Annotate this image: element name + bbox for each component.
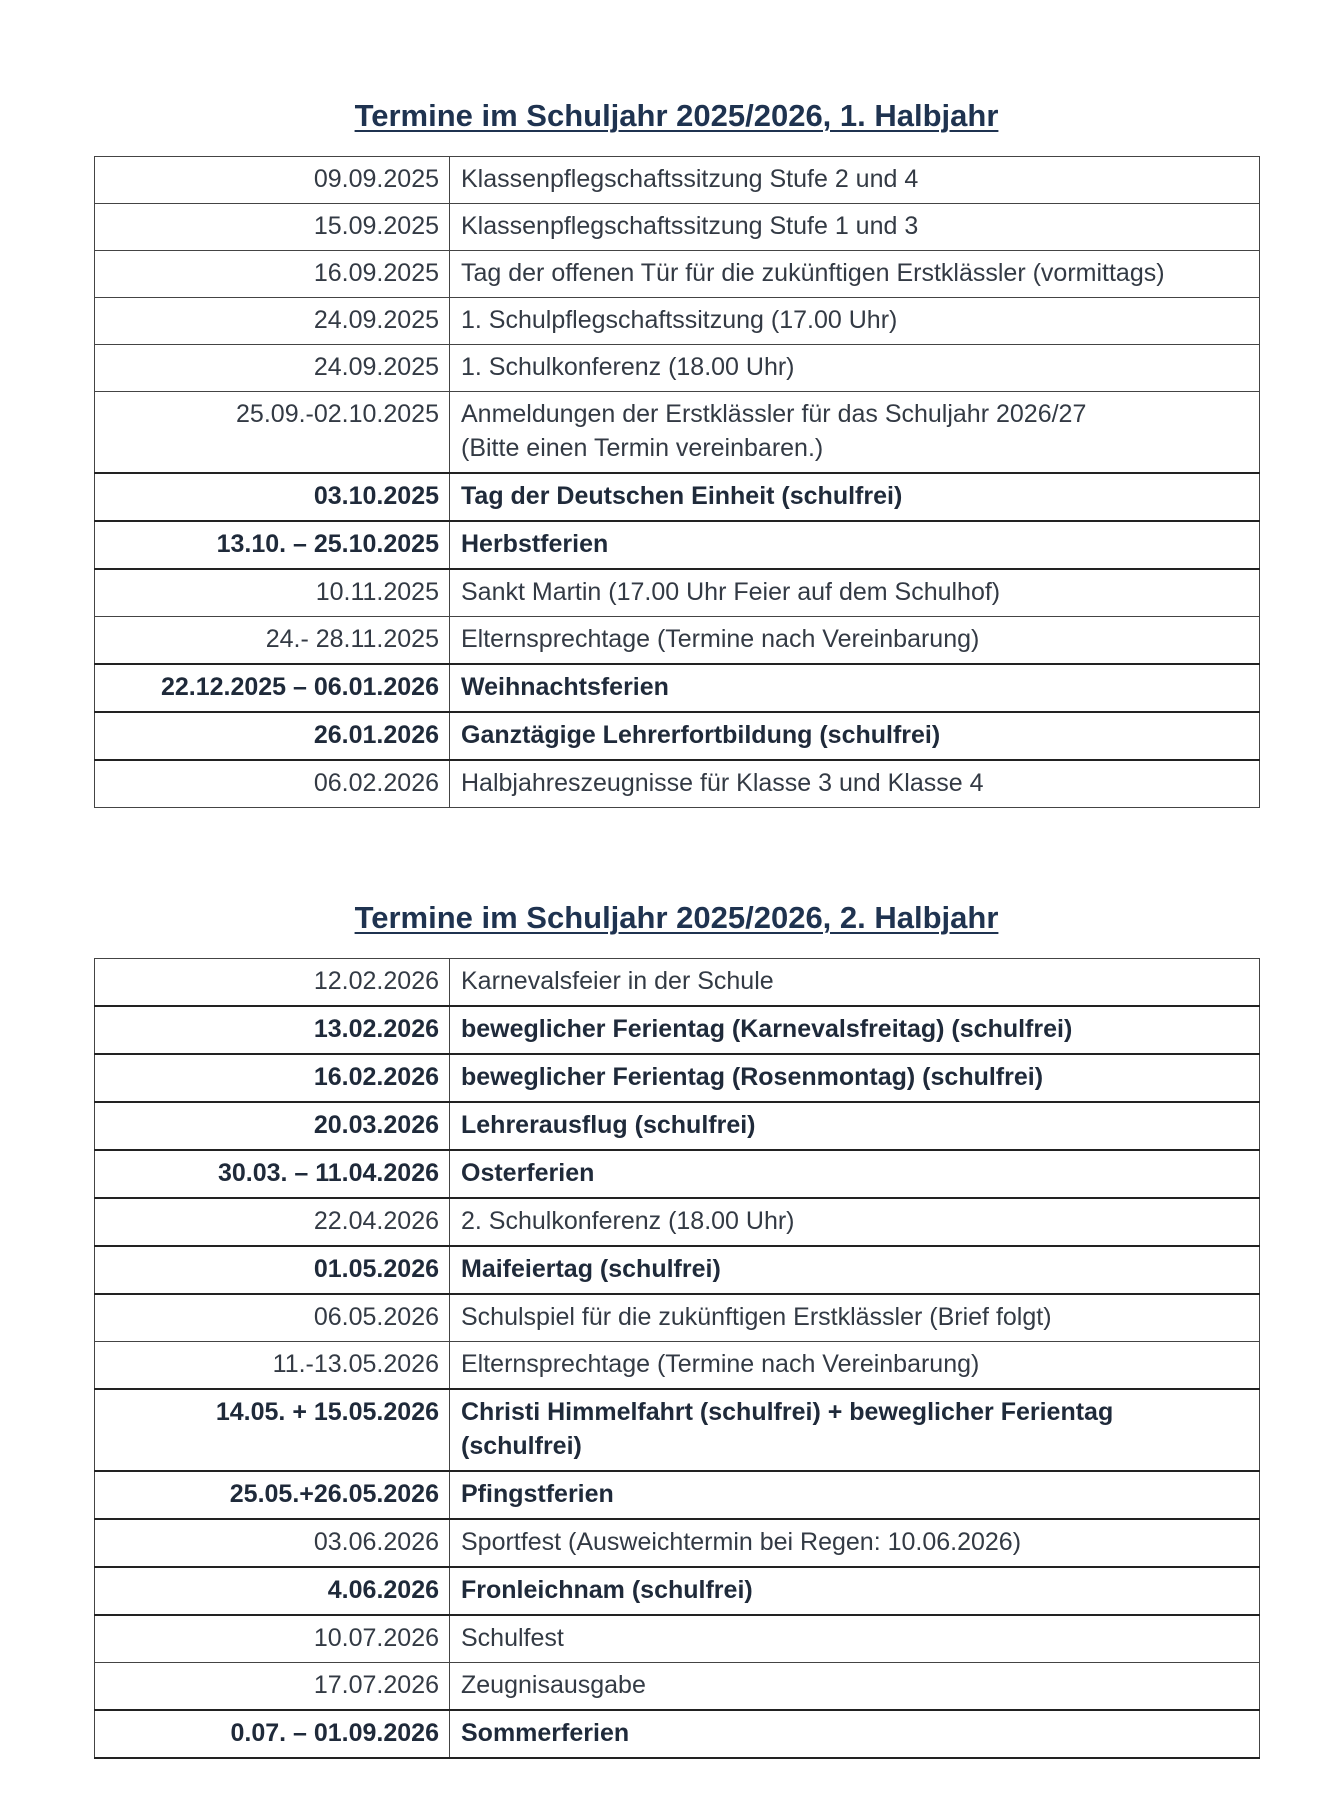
- row-event-text: Sportfest (Ausweichtermin bei Regen: 10.06.2026): [461, 1528, 1022, 1556]
- row-event-text: Klassenpflegschaftssitzung Stufe 2 und 4: [461, 165, 919, 193]
- row-event: [450, 1342, 1260, 1390]
- row-date: 12.02.2026: [95, 959, 450, 1007]
- row-event: [450, 157, 1260, 204]
- row-event: [450, 521, 1260, 569]
- row-event: [450, 1389, 1260, 1471]
- table-row: [95, 1342, 1260, 1390]
- table-row: [95, 1198, 1260, 1246]
- table-row: [95, 345, 1260, 392]
- table-row: [95, 1102, 1260, 1150]
- row-date: 13.02.2026: [95, 1006, 450, 1054]
- row-event: [450, 1198, 1260, 1246]
- table-row: [95, 1615, 1260, 1663]
- row-date: 03.10.2025: [95, 473, 450, 521]
- row-event-text: Maifeiertag (schulfrei): [461, 1255, 721, 1283]
- row-event: [450, 204, 1260, 251]
- section-title-halbjahr-2: Termine im Schuljahr 2025/2026, 2. Halbjahr: [354, 900, 999, 935]
- table-row: [95, 157, 1260, 204]
- row-event-text-line2: (schulfrei): [461, 1432, 582, 1460]
- table-row: [95, 298, 1260, 345]
- table-row: [95, 1389, 1260, 1471]
- row-date: 25.05.+26.05.2026: [95, 1471, 450, 1519]
- row-date: 10.11.2025: [95, 569, 450, 617]
- row-event: [450, 617, 1260, 665]
- row-date: 16.02.2026: [95, 1054, 450, 1102]
- row-event-text: Christi Himmelfahrt (schulfrei) + beweglicher Ferientag: [461, 1398, 1114, 1426]
- row-date: 24.09.2025: [95, 298, 450, 345]
- table-row: [95, 204, 1260, 251]
- row-date: 09.09.2025: [95, 157, 450, 204]
- row-event: [450, 298, 1260, 345]
- row-event: [450, 1246, 1260, 1294]
- table-row: [95, 712, 1260, 760]
- row-date: 25.09.-02.10.2025: [95, 392, 450, 474]
- row-event: [450, 664, 1260, 712]
- row-date: 4.06.2026: [95, 1567, 450, 1615]
- table-row: [95, 1246, 1260, 1294]
- row-date: 14.05. + 15.05.2026: [95, 1389, 450, 1471]
- table-row: [95, 251, 1260, 298]
- row-event: [450, 392, 1260, 474]
- row-event: [450, 1006, 1260, 1054]
- row-date: 20.03.2026: [95, 1102, 450, 1150]
- row-date: 15.09.2025: [95, 204, 450, 251]
- table-row: [95, 1471, 1260, 1519]
- row-date: 01.05.2026: [95, 1246, 450, 1294]
- row-event: [450, 712, 1260, 760]
- termine-table-halbjahr-2: [94, 958, 1260, 1759]
- table-row: [95, 1150, 1260, 1198]
- row-event: [450, 345, 1260, 392]
- row-event-text: Lehrerausflug (schulfrei): [461, 1111, 756, 1139]
- row-date: 11.-13.05.2026: [95, 1342, 450, 1390]
- row-event: [450, 1294, 1260, 1342]
- row-event-text: Weihnachtsferien: [461, 673, 669, 701]
- row-event: [450, 569, 1260, 617]
- row-event: [450, 760, 1260, 808]
- row-event-text: Tag der offenen Tür für die zukünftigen Erstklässler (vormittags): [461, 259, 1165, 287]
- section-halbjahr-2: [94, 898, 1259, 1759]
- table-row: [95, 760, 1260, 808]
- table-row: [95, 1519, 1260, 1567]
- table-row: [95, 1567, 1260, 1615]
- row-event: [450, 1150, 1260, 1198]
- row-date: 06.05.2026: [95, 1294, 450, 1342]
- row-event-text: Sankt Martin (17.00 Uhr Feier auf dem Schulhof): [461, 578, 1001, 606]
- row-date: 22.04.2026: [95, 1198, 450, 1246]
- row-event-text: Schulspiel für die zukünftigen Erstklässler (Brief folgt): [461, 1303, 1052, 1331]
- table-row: [95, 1006, 1260, 1054]
- row-event-text: Osterferien: [461, 1159, 595, 1187]
- table-row: [95, 392, 1260, 474]
- table-row: [95, 1294, 1260, 1342]
- table-row: [95, 473, 1260, 521]
- row-event-text: Herbstferien: [461, 530, 609, 558]
- row-event: [450, 1054, 1260, 1102]
- row-event-text: Anmeldungen der Erstklässler für das Schuljahr 2026/27: [461, 400, 1087, 428]
- row-date: 24.09.2025: [95, 345, 450, 392]
- row-event-text: Zeugnisausgabe: [461, 1671, 646, 1699]
- row-event-text: 2. Schulkonferenz (18.00 Uhr): [461, 1207, 795, 1235]
- row-event-text-line2: (Bitte einen Termin vereinbaren.): [461, 434, 824, 462]
- row-event-text: Pfingstferien: [461, 1480, 614, 1508]
- row-event-text: Sommerferien: [461, 1719, 630, 1747]
- row-event-text: Schulfest: [461, 1624, 564, 1652]
- row-event: [450, 1102, 1260, 1150]
- row-event: [450, 1710, 1260, 1758]
- row-event-text: Ganztägige Lehrerfortbildung (schulfrei): [461, 721, 941, 749]
- row-event: [450, 1615, 1260, 1663]
- table-row: [95, 569, 1260, 617]
- table-row: [95, 617, 1260, 665]
- row-event: [450, 1471, 1260, 1519]
- row-date: 17.07.2026: [95, 1663, 450, 1711]
- row-event-text: 1. Schulpflegschaftssitzung (17.00 Uhr): [461, 306, 898, 334]
- row-date: 26.01.2026: [95, 712, 450, 760]
- row-date: 10.07.2026: [95, 1615, 450, 1663]
- row-event: [450, 1663, 1260, 1711]
- row-date: 0.07. – 01.09.2026: [95, 1710, 450, 1758]
- section-title-halbjahr-1: Termine im Schuljahr 2025/2026, 1. Halbjahr: [354, 98, 999, 133]
- row-event-text: beweglicher Ferientag (Rosenmontag) (schulfrei): [461, 1063, 1044, 1091]
- row-date: 06.02.2026: [95, 760, 450, 808]
- row-event-text: beweglicher Ferientag (Karnevalsfreitag) (schulfrei): [461, 1015, 1073, 1043]
- table-row: [95, 1710, 1260, 1758]
- termine-table-halbjahr-1: [94, 156, 1260, 808]
- row-event: [450, 1567, 1260, 1615]
- row-event-text: Karnevalsfeier in der Schule: [461, 967, 774, 995]
- row-event-text: 1. Schulkonferenz (18.00 Uhr): [461, 353, 795, 381]
- table-row: [95, 1054, 1260, 1102]
- table-row: [95, 664, 1260, 712]
- row-event-text: Elternsprechtage (Termine nach Vereinbarung): [461, 625, 980, 653]
- row-event: [450, 959, 1260, 1007]
- table-row: [95, 521, 1260, 569]
- row-event-text: Klassenpflegschaftssitzung Stufe 1 und 3: [461, 212, 919, 240]
- row-event: [450, 473, 1260, 521]
- row-date: 30.03. – 11.04.2026: [95, 1150, 450, 1198]
- table-row: [95, 1663, 1260, 1711]
- row-event-text: Halbjahreszeugnisse für Klasse 3 und Klasse 4: [461, 769, 984, 797]
- table-row: [95, 959, 1260, 1007]
- row-event-text: Tag der Deutschen Einheit (schulfrei): [461, 482, 903, 510]
- row-event: [450, 251, 1260, 298]
- row-event: [450, 1519, 1260, 1567]
- section-halbjahr-1: [94, 96, 1259, 808]
- row-date: 13.10. – 25.10.2025: [95, 521, 450, 569]
- row-date: 22.12.2025 – 06.01.2026: [95, 664, 450, 712]
- row-date: 24.- 28.11.2025: [95, 617, 450, 665]
- row-event-text: Fronleichnam (schulfrei): [461, 1576, 753, 1604]
- row-event-text: Elternsprechtage (Termine nach Vereinbarung): [461, 1350, 980, 1378]
- row-date: 16.09.2025: [95, 251, 450, 298]
- row-date: 03.06.2026: [95, 1519, 450, 1567]
